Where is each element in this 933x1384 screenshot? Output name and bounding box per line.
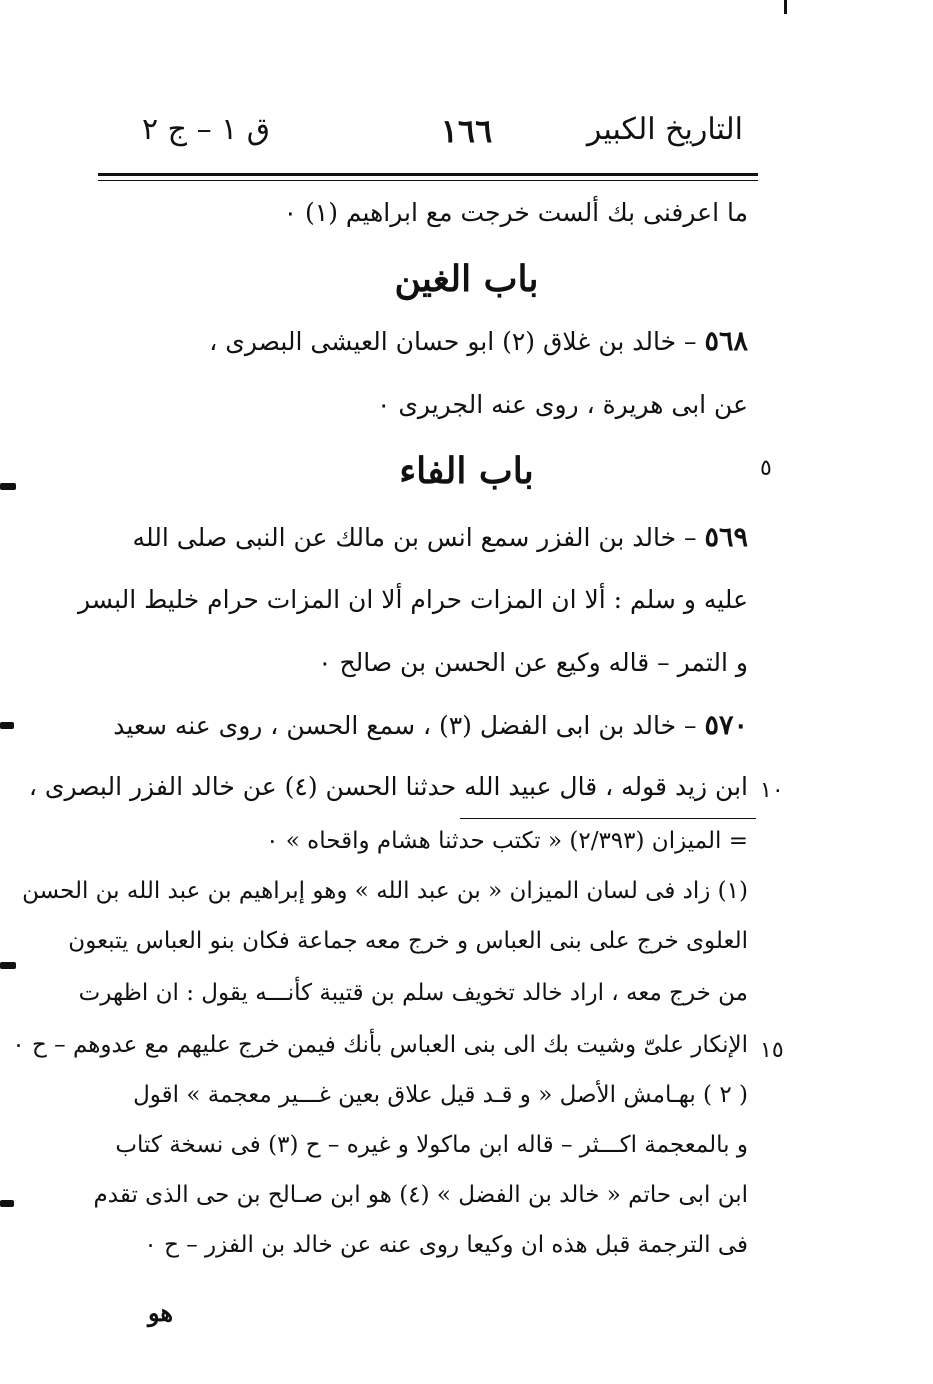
text-line: و التمر – قاله وكيع عن الحسن بن صالح ٠: [318, 648, 748, 677]
entry-570: [113, 712, 748, 739]
footnote-line: العلوى خرج على بنى العباس و خرج معه جماعة فكان بنو العباس يتبعون: [68, 928, 748, 954]
text-line: ابن زيد قوله ، قال عبيد الله حدثنا الحسن (٤) عن خالد الفزر البصرى ،: [28, 772, 748, 801]
entry-number: ٥٦٩: [704, 522, 748, 553]
scan-mark: [784, 0, 787, 14]
line-number: ٥: [760, 456, 772, 481]
page-number: ١٦٦: [440, 112, 493, 150]
scan-mark: [0, 722, 14, 729]
footnote-2: ( ٢ ) بهـامش الأصل « و قـد قيل علاق بعين غـــير معجمة » اقول: [133, 1082, 748, 1108]
entry-text: – خالد بن الفزر سمع انس بن مالك عن النبى صلى الله: [132, 523, 697, 552]
section-heading: باب الغين: [394, 258, 539, 300]
scan-mark: [0, 483, 16, 490]
header-rule-thick: [98, 173, 758, 176]
text-line: ما اعرفنى بك ألست خرجت مع ابراهيم (١) ٠: [283, 198, 748, 227]
footnote-continuation: = الميزان (٢/٣٩٣) « تكتب حدثنا هشام واقحاه » ٠: [266, 828, 748, 854]
footnote-rule: [460, 818, 756, 819]
catchword: هو: [148, 1298, 174, 1327]
line-number: ١٥: [760, 1038, 784, 1063]
scan-mark: [0, 1200, 14, 1207]
line-number: ١٠: [760, 778, 784, 803]
footnote-line: الإنكار علىّ وشيت بك الى بنى العباس بأنك فيمن خرج عليهم مع عدوهم – ح ٠: [12, 1032, 748, 1058]
entry-text: – خالد بن ابى الفضل (٣) ، سمع الحسن ، روى عنه سعيد: [113, 711, 697, 740]
footnote-line: و بالمعجمة اكـــثر – قاله ابن ماكولا و غيره – ح (٣) فى نسخة كتاب: [115, 1132, 748, 1158]
running-title: التاريخ الكبير: [586, 112, 743, 147]
volume-indicator: ق ١ – ج ٢: [142, 112, 271, 147]
footnote-line: فى الترجمة قبل هذه ان وكيعا روى عنه عن خالد بن الفزر – ح ٠: [144, 1232, 748, 1258]
entry-568: [209, 328, 748, 355]
header-rule-thin: [98, 180, 758, 181]
section-heading: باب الفاء: [399, 450, 534, 492]
entry-number: ٥٧٠: [704, 710, 748, 741]
entry-569: [133, 524, 748, 551]
footnote-line: من خرج معه ، اراد خالد تخويف سلم بن قتيبة كأنـــه يقول : ان اظهرت: [78, 980, 748, 1006]
text-line: عليه و سلم : ألا ان المزات حرام ألا ان المزات حرام خليط البسر: [78, 585, 748, 614]
scan-mark: [0, 962, 16, 969]
footnote-1: (١) زاد فى لسان الميزان « بن عبد الله » وهو إبراهيم بن عبد الله بن الحسن: [22, 878, 748, 904]
entry-number: ٥٦٨: [704, 326, 748, 357]
footnote-line: ابن ابى حاتم « خالد بن الفضل » (٤) هو ابن صـالح بن حى الذى تقدم: [93, 1182, 748, 1208]
entry-text: – خالد بن غلاق (٢) ابو حسان العيشى البصرى ،: [209, 327, 697, 356]
text-line: عن ابى هريرة ، روى عنه الجريرى ٠: [376, 390, 748, 419]
